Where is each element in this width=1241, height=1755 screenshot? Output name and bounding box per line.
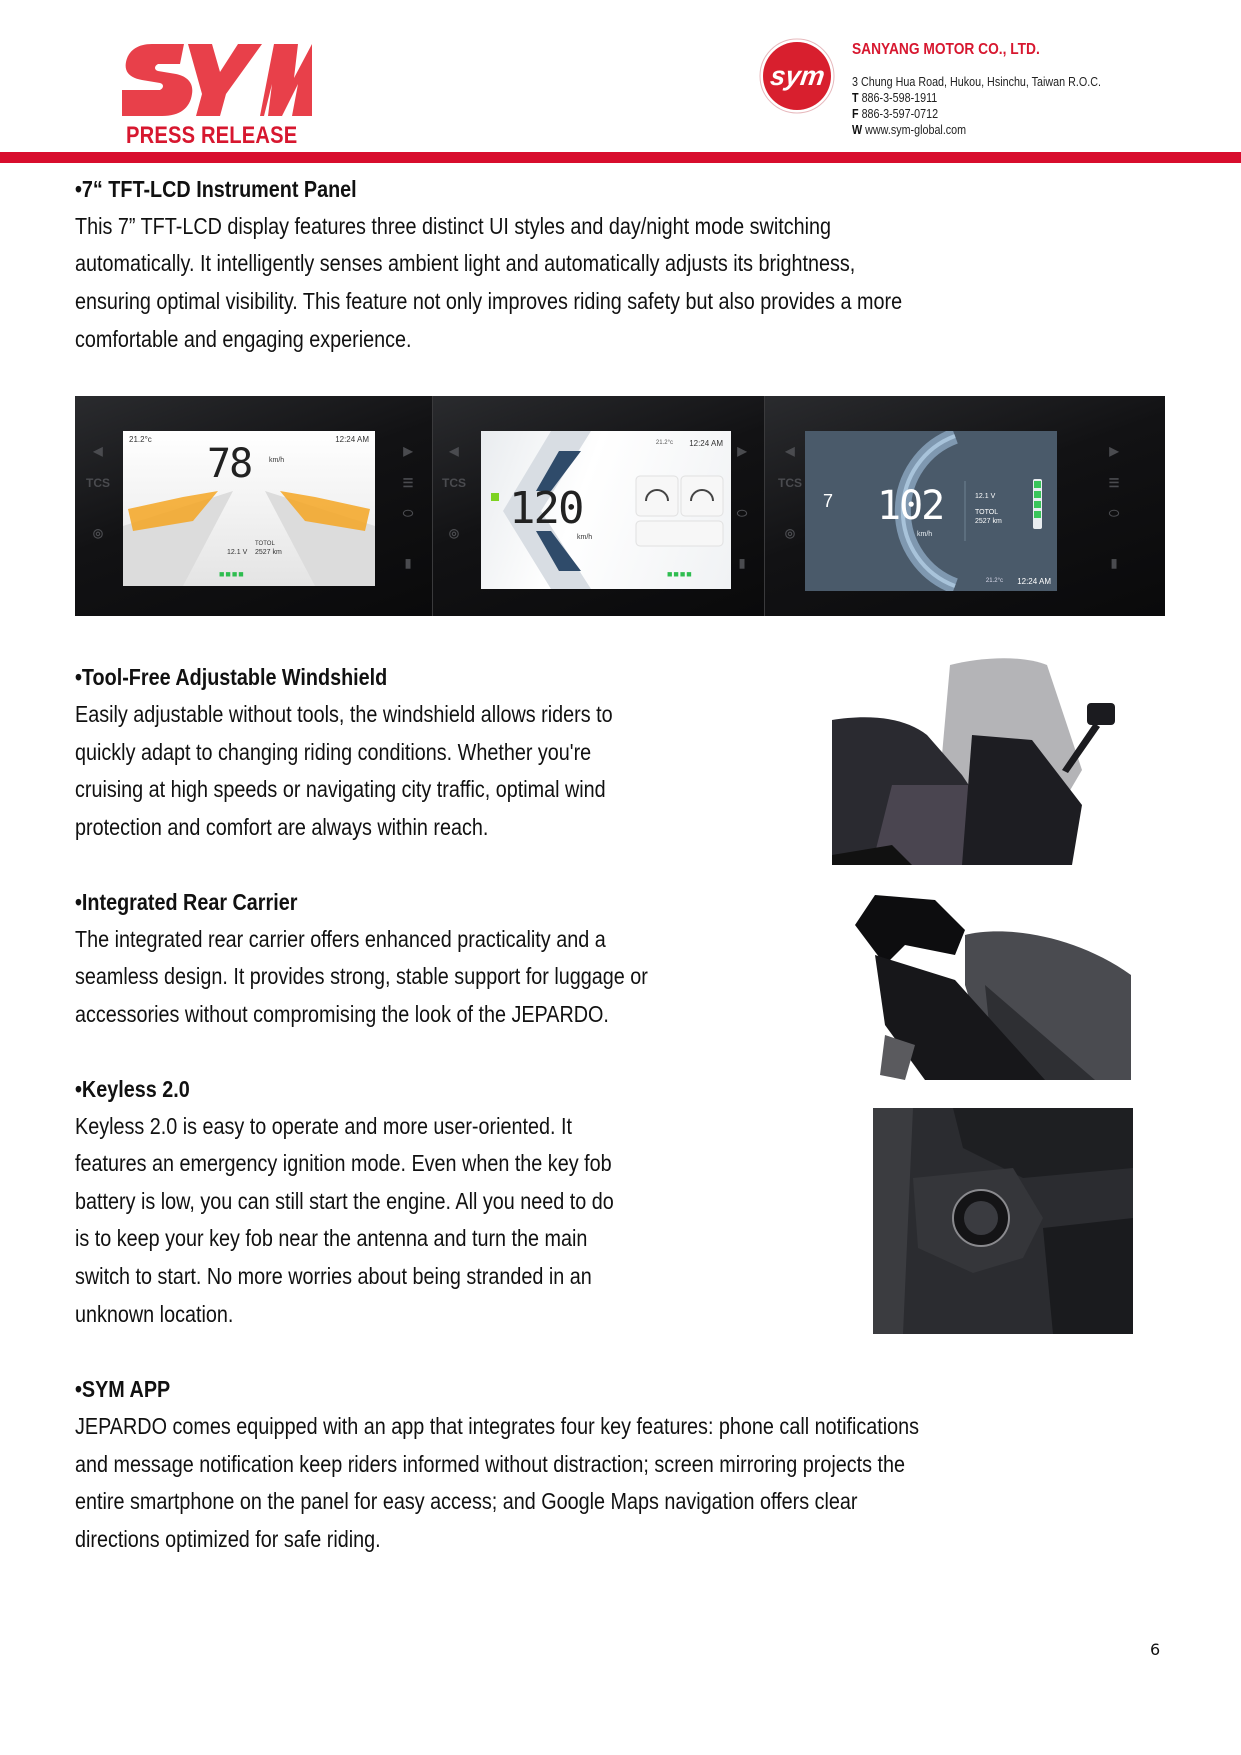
company-phone (852, 90, 937, 106)
speed-unit: km/h (917, 531, 933, 538)
web-label: W (852, 123, 863, 137)
fax-value: 886-3-597-0712 (861, 107, 939, 121)
header-divider (0, 152, 1241, 163)
gear-readout: 7 (823, 491, 834, 511)
paragraph-line: comfortable and engaging experience. (75, 326, 412, 352)
odometer-value: 2527 km (975, 518, 1002, 525)
speed-unit: km/h (269, 457, 285, 464)
paragraph-line: automatically. It intelligently senses ambient light and automatically adjusts its brightness, (75, 250, 856, 276)
clock-readout: 12:24 AM (335, 435, 369, 444)
fax-label: F (852, 107, 859, 121)
paragraph-line: protection and comfort are always within reach. (75, 814, 489, 840)
paragraph-line: unknown location. (75, 1301, 234, 1327)
speed-unit: km/h (577, 534, 593, 541)
app-notification-icons: ■■■■ (219, 569, 245, 579)
company-web (852, 122, 966, 138)
fuel-icon: ▮ (738, 556, 746, 570)
speed-readout: 102 (877, 483, 944, 529)
engine-icon: ⬭ (402, 506, 414, 520)
left-turn-icon: ◀ (449, 444, 459, 458)
left-turn-icon: ◀ (93, 444, 103, 458)
dash-screen-day (123, 431, 375, 586)
paragraph-line: JEPARDO comes equipped with an app that integrates four key features: phone call notifications (75, 1413, 920, 1439)
paragraph-line: entire smartphone on the panel for easy access; and Google Maps navigation offers clear (75, 1488, 858, 1514)
engine-icon: ⬭ (736, 506, 748, 520)
paragraph-line: and message notification keep riders informed without distraction; screen mirroring projects the (75, 1451, 906, 1477)
battery-voltage: 12.1 V (975, 493, 996, 500)
speed-readout: 78 (207, 441, 252, 487)
keyless-switch-photo (873, 1108, 1133, 1334)
svg-text:sym: sym (768, 60, 827, 91)
windshield-photo (832, 645, 1122, 865)
rear-carrier-photo (845, 885, 1131, 1080)
right-turn-icon: ▶ (737, 444, 747, 458)
phone-label: T (852, 91, 859, 105)
section-heading-keyless: •Keyless 2.0 (75, 1076, 190, 1102)
tcs-label: TCS (778, 476, 802, 490)
paragraph-line: Easily adjustable without tools, the windshield allows riders to (75, 701, 613, 727)
odometer-value: 2527 km (255, 549, 282, 556)
app-notification-icons: ■■■■ (667, 569, 693, 579)
company-fax (852, 106, 938, 122)
headlight-icon: ☰ (402, 476, 414, 490)
paragraph-line: seamless design. It provides strong, stable support for luggage or (75, 963, 648, 989)
odometer-label: TOTOL (975, 509, 999, 516)
paragraph-line: ensuring optimal visibility. This feature not only improves riding safety but also provides a more (75, 288, 903, 314)
company-address: 3 Chung Hua Road, Hukou, Hsinchu, Taiwan R.O.C. (852, 75, 1101, 89)
paragraph-line: battery is low, you can still start the engine. All you need to do (75, 1188, 614, 1214)
tcs-label: TCS (442, 476, 466, 490)
section-heading-rear-carrier: •Integrated Rear Carrier (75, 889, 298, 915)
phone-value: 886-3-598-1911 (861, 91, 938, 105)
paragraph-line: The integrated rear carrier offers enhanced practicality and a (75, 926, 606, 952)
abs-icon: ◎ (448, 526, 460, 540)
paragraph-line: cruising at high speeds or navigating city traffic, optimal wind (75, 776, 606, 802)
fuel-icon: ▮ (404, 556, 412, 570)
temp-readout: 21.2°c (985, 578, 1003, 584)
paragraph-line: quickly adapt to changing riding conditions. Whether you're (75, 739, 592, 765)
dash-panel-day (75, 396, 433, 616)
dash-screen-night (805, 431, 1057, 591)
odometer-label: TOTOL (255, 541, 275, 547)
fuel-icon: ▮ (1110, 556, 1118, 570)
sym-circle-logo (759, 38, 835, 114)
paragraph-line: This 7” TFT-LCD display features three distinct UI styles and day/night mode switching (75, 213, 832, 239)
right-turn-icon: ▶ (403, 444, 413, 458)
dash-panel-light (433, 396, 765, 616)
dash-screen-light (481, 431, 731, 589)
engine-icon: ⬭ (1108, 506, 1120, 520)
clock-readout: 12:24 AM (1017, 577, 1051, 586)
sym-logo (122, 38, 312, 120)
right-turn-icon: ▶ (1109, 444, 1119, 458)
dash-panel-night (765, 396, 1165, 616)
web-link[interactable]: www.sym-global.com (865, 123, 967, 137)
clock-readout: 12:24 AM (689, 439, 723, 448)
paragraph-line: Keyless 2.0 is easy to operate and more user-oriented. It (75, 1113, 572, 1139)
company-name: SANYANG MOTOR CO., LTD. (852, 41, 1040, 58)
paragraph-line: directions optimized for safe riding. (75, 1526, 381, 1552)
paragraph-line: accessories without compromising the look of the JEPARDO. (75, 1001, 609, 1027)
section-heading-sym-app: •SYM APP (75, 1376, 171, 1402)
abs-icon: ◎ (92, 526, 104, 540)
temp-readout: 21.2°c (129, 435, 152, 444)
paragraph-line: switch to start. No more worries about being stranded in an (75, 1263, 592, 1289)
speed-readout: 120 (509, 483, 583, 534)
left-turn-icon: ◀ (785, 444, 795, 458)
section-heading-windshield: •Tool-Free Adjustable Windshield (75, 664, 388, 690)
temp-readout: 21.2°c (655, 440, 673, 446)
paragraph-line: is to keep your key fob near the antenna and turn the main (75, 1225, 588, 1251)
section-heading-instrument-panel: •7“ TFT-LCD Instrument Panel (75, 176, 357, 202)
headlight-icon: ☰ (1108, 476, 1120, 490)
tcs-label: TCS (86, 476, 110, 490)
press-release-label: PRESS RELEASE (126, 122, 298, 149)
battery-voltage: 12.1 V (227, 549, 248, 556)
abs-icon: ◎ (784, 526, 796, 540)
page-number: 6 (1150, 1640, 1161, 1659)
instrument-panel-images (75, 396, 1165, 616)
paragraph-line: features an emergency ignition mode. Even when the key fob (75, 1150, 612, 1176)
